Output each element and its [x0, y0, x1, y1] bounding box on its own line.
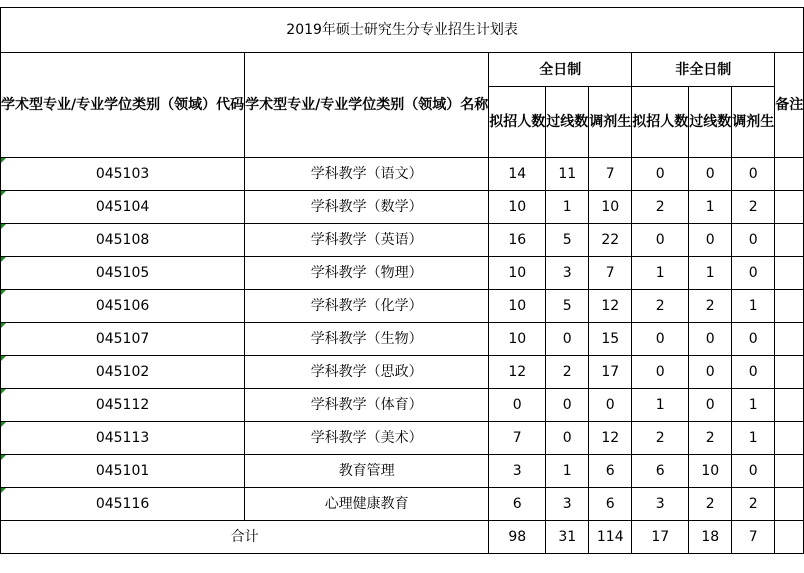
table-row [1, 323, 804, 356]
cell-name[interactable]: 学科教学（语文） [245, 158, 489, 191]
cell-pt-adjust[interactable]: 1 [732, 389, 775, 422]
cell-ft-pass[interactable]: 11 [546, 158, 589, 191]
cell-remark[interactable] [775, 158, 804, 191]
cell-pt-plan[interactable]: 3 [632, 488, 689, 521]
cell-remark[interactable] [775, 356, 804, 389]
table-row [1, 191, 804, 224]
cell-pt-plan[interactable]: 2 [632, 191, 689, 224]
cell-ft-plan[interactable]: 14 [489, 158, 546, 191]
cell-pt-plan[interactable]: 2 [632, 422, 689, 455]
cell-remark[interactable] [775, 389, 804, 422]
total-ft-adjust[interactable]: 114 [589, 521, 632, 554]
cell-remark[interactable] [775, 488, 804, 521]
cell-pt-pass[interactable]: 1 [689, 191, 732, 224]
cell-pt-plan[interactable]: 2 [632, 290, 689, 323]
header-pt-pass[interactable]: 过线数 [689, 87, 732, 158]
cell-pt-adjust[interactable]: 0 [732, 257, 775, 290]
table-row [1, 455, 804, 488]
cell-name[interactable]: 学科教学（思政） [245, 356, 489, 389]
cell-ft-plan[interactable]: 16 [489, 224, 546, 257]
cell-code[interactable]: 045112 [1, 389, 245, 422]
total-pt-plan[interactable]: 17 [632, 521, 689, 554]
table-row [1, 290, 804, 323]
cell-code[interactable]: 045102 [1, 356, 245, 389]
cell-ft-plan[interactable]: 6 [489, 488, 546, 521]
cell-ft-plan[interactable]: 10 [489, 191, 546, 224]
cell-pt-adjust[interactable]: 0 [732, 224, 775, 257]
table-row [1, 158, 804, 191]
cell-ft-plan[interactable]: 10 [489, 257, 546, 290]
header-remark[interactable]: 备注 [775, 53, 804, 158]
cell-ft-pass[interactable]: 0 [546, 389, 589, 422]
cell-remark[interactable] [775, 257, 804, 290]
total-ft-pass[interactable]: 31 [546, 521, 589, 554]
cell-remark[interactable] [775, 455, 804, 488]
total-pt-adjust[interactable]: 7 [732, 521, 775, 554]
cell-ft-pass[interactable]: 5 [546, 224, 589, 257]
cell-name[interactable]: 学科教学（体育） [245, 389, 489, 422]
cell-code[interactable]: 045116 [1, 488, 245, 521]
cell-name[interactable]: 心理健康教育 [245, 488, 489, 521]
cell-ft-adjust[interactable]: 12 [589, 290, 632, 323]
cell-ft-pass[interactable]: 5 [546, 290, 589, 323]
cell-code[interactable]: 045113 [1, 422, 245, 455]
table-row [1, 224, 804, 257]
cell-pt-pass[interactable]: 0 [689, 356, 732, 389]
header-fulltime[interactable]: 全日制 [489, 53, 632, 87]
cell-pt-adjust[interactable]: 1 [732, 290, 775, 323]
cell-ft-plan[interactable]: 10 [489, 323, 546, 356]
cell-remark[interactable] [775, 290, 804, 323]
cell-ft-pass[interactable]: 0 [546, 323, 589, 356]
cell-pt-adjust[interactable]: 0 [732, 158, 775, 191]
cell-ft-adjust[interactable]: 7 [589, 158, 632, 191]
total-label[interactable]: 合计 [1, 521, 489, 554]
header-pt-plan[interactable]: 拟招人数 [632, 87, 689, 158]
cell-pt-plan[interactable]: 0 [632, 323, 689, 356]
header-ft-plan[interactable]: 拟招人数 [489, 87, 546, 158]
cell-code[interactable]: 045108 [1, 224, 245, 257]
enrollment-plan-table [0, 7, 804, 554]
cell-code[interactable]: 045103 [1, 158, 245, 191]
header-code[interactable]: 学术型专业/专业学位类别（领域）代码 [1, 53, 245, 158]
cell-ft-plan[interactable]: 0 [489, 389, 546, 422]
cell-name[interactable]: 教育管理 [245, 455, 489, 488]
cell-ft-adjust[interactable]: 6 [589, 455, 632, 488]
total-row [1, 521, 804, 554]
cell-pt-pass[interactable]: 2 [689, 488, 732, 521]
table-title[interactable]: 2019年硕士研究生分专业招生计划表 [1, 8, 804, 53]
cell-code[interactable]: 045107 [1, 323, 245, 356]
cell-pt-pass[interactable]: 0 [689, 224, 732, 257]
cell-remark[interactable] [775, 224, 804, 257]
cell-name[interactable]: 学科教学（化学） [245, 290, 489, 323]
total-ft-plan[interactable]: 98 [489, 521, 546, 554]
table-row [1, 389, 804, 422]
cell-pt-adjust[interactable]: 0 [732, 356, 775, 389]
cell-name[interactable]: 学科教学（物理） [245, 257, 489, 290]
cell-code[interactable]: 045101 [1, 455, 245, 488]
cell-pt-plan[interactable]: 6 [632, 455, 689, 488]
table-row [1, 257, 804, 290]
cell-ft-pass[interactable]: 0 [546, 422, 589, 455]
cell-pt-pass[interactable]: 10 [689, 455, 732, 488]
cell-ft-adjust[interactable]: 6 [589, 488, 632, 521]
cell-name[interactable]: 学科教学（美术） [245, 422, 489, 455]
cell-ft-pass[interactable]: 3 [546, 488, 589, 521]
cell-pt-adjust[interactable]: 2 [732, 488, 775, 521]
cell-pt-pass[interactable]: 0 [689, 389, 732, 422]
cell-ft-adjust[interactable]: 12 [589, 422, 632, 455]
cell-pt-plan[interactable]: 0 [632, 356, 689, 389]
table-row [1, 488, 804, 521]
cell-ft-pass[interactable]: 2 [546, 356, 589, 389]
cell-ft-pass[interactable]: 3 [546, 257, 589, 290]
header-parttime[interactable]: 非全日制 [632, 53, 775, 87]
table-row [1, 422, 804, 455]
header-ft-adjust[interactable]: 调剂生 [589, 87, 632, 158]
cell-ft-adjust[interactable]: 17 [589, 356, 632, 389]
cell-pt-pass[interactable]: 0 [689, 323, 732, 356]
cell-ft-plan[interactable]: 10 [489, 290, 546, 323]
cell-ft-plan[interactable]: 7 [489, 422, 546, 455]
header-name[interactable]: 学术型专业/专业学位类别（领域）名称 [245, 53, 489, 158]
table-row [1, 356, 804, 389]
header-ft-pass[interactable]: 过线数 [546, 87, 589, 158]
cell-ft-pass[interactable]: 1 [546, 191, 589, 224]
cell-pt-plan[interactable]: 0 [632, 158, 689, 191]
cell-name[interactable]: 学科教学（数学） [245, 191, 489, 224]
cell-name[interactable]: 学科教学（英语） [245, 224, 489, 257]
header-pt-adjust[interactable]: 调剂生 [732, 87, 775, 158]
cell-pt-adjust[interactable]: 0 [732, 455, 775, 488]
cell-ft-plan[interactable]: 3 [489, 455, 546, 488]
total-pt-pass[interactable]: 18 [689, 521, 732, 554]
cell-pt-pass[interactable]: 1 [689, 257, 732, 290]
cell-ft-plan[interactable]: 12 [489, 356, 546, 389]
cell-remark[interactable] [775, 323, 804, 356]
cell-pt-pass[interactable]: 2 [689, 422, 732, 455]
cell-pt-pass[interactable]: 2 [689, 290, 732, 323]
cell-ft-pass[interactable]: 1 [546, 455, 589, 488]
cell-ft-adjust[interactable]: 22 [589, 224, 632, 257]
cell-remark[interactable] [775, 191, 804, 224]
cell-ft-adjust[interactable]: 15 [589, 323, 632, 356]
cell-code[interactable]: 045105 [1, 257, 245, 290]
total-remark[interactable] [775, 521, 804, 554]
cell-pt-plan[interactable]: 1 [632, 389, 689, 422]
cell-ft-adjust[interactable]: 7 [589, 257, 632, 290]
cell-pt-plan[interactable]: 1 [632, 257, 689, 290]
cell-code[interactable]: 045104 [1, 191, 245, 224]
cell-pt-plan[interactable]: 0 [632, 224, 689, 257]
cell-code[interactable]: 045106 [1, 290, 245, 323]
cell-ft-adjust[interactable]: 10 [589, 191, 632, 224]
cell-remark[interactable] [775, 422, 804, 455]
cell-pt-adjust[interactable]: 1 [732, 422, 775, 455]
cell-ft-adjust[interactable]: 0 [589, 389, 632, 422]
cell-pt-pass[interactable]: 0 [689, 158, 732, 191]
cell-name[interactable]: 学科教学（生物） [245, 323, 489, 356]
cell-pt-adjust[interactable]: 0 [732, 323, 775, 356]
cell-pt-adjust[interactable]: 2 [732, 191, 775, 224]
